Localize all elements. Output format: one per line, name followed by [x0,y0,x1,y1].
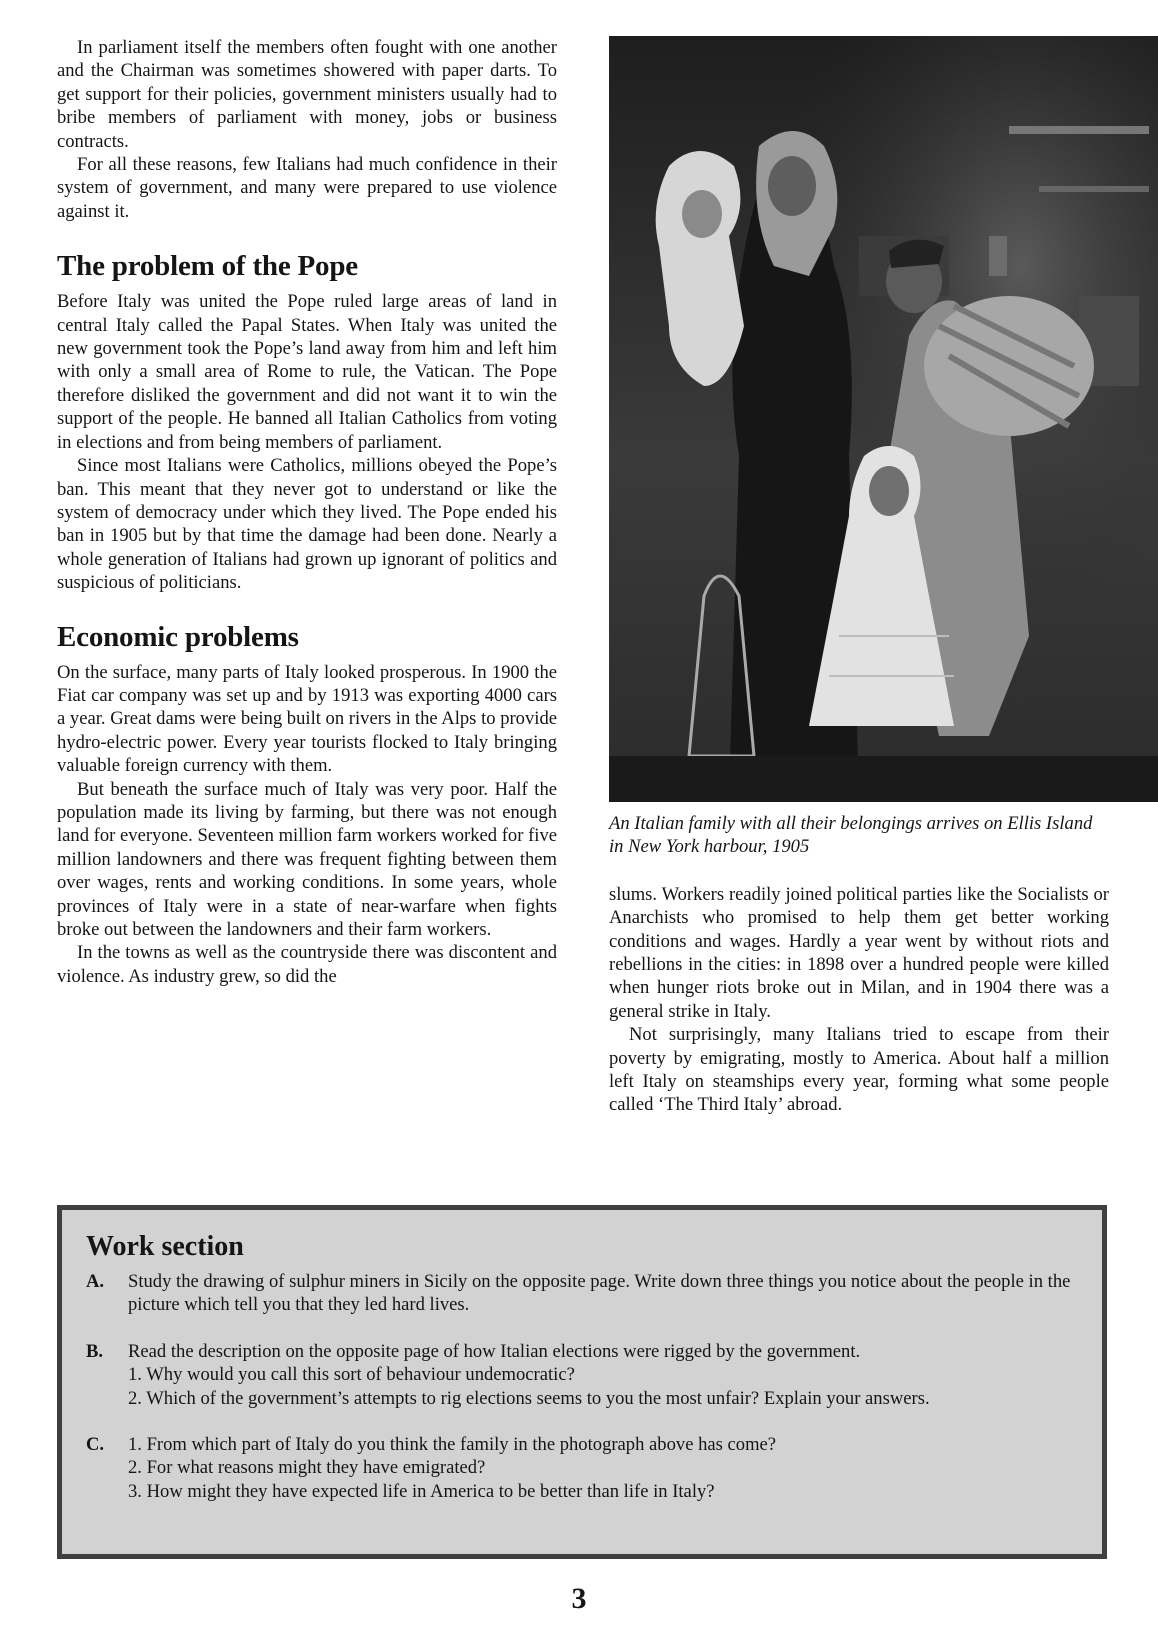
paragraph: But beneath the surface much of Italy was very poor. Half the population made its living by farming, but there was not enough land for everyone. Seventeen million farm workers worked for five million landowners and there was frequent fighting between them over wages, rents and working conditions. In some years, whole provinces of Italy were in a state of near-warfare when fights broke out between the landowners and their farm workers. [57,778,557,940]
paragraph: For all these reasons, few Italians had much confidence in their system of government, and many were prepared to use violence against it. [57,154,557,222]
left-column [57,36,557,988]
photograph-illustration [609,36,1158,802]
paragraph: Since most Italians were Catholics, millions obeyed the Pope’s ban. This meant that they never got to understand or like the system of democracy under which they lived. The Pope ended his ban in 1905 but by that time the damage had been done. Nearly a whole generation of Italians had grown up ignorant of politics and suspicious of politicians. [57,455,557,594]
question-b [86,1340,1078,1410]
paragraph: Before Italy was united the Pope ruled large areas of land in central Italy called the Papal States. When Italy was united the new government took the Pope’s land away from him and left him with only a small area of Rome to rule, the Vatican. The Pope therefore disliked the government and did not want it to win the support of the people. He banned all Italian Catholics from voting in elections and from being members of parliament. [57,291,557,453]
page-number: 3 [571,1582,587,1615]
right-column-text [609,883,1109,1117]
photo-caption: An Italian family with all their belongings arrives on Ellis Island in New York harbour, 1905 [609,813,1093,858]
paragraph: Not surprisingly, many Italians tried to escape from their poverty by emigrating, mostly to America. About half a million left Italy on steamships every year, forming what some people called ‘The Third Italy’ abroad. [609,1024,1109,1116]
work-section-box [57,1205,1107,1559]
question-line: 1. From which part of Italy do you think the family in the photograph above has come? [128,1434,777,1456]
question-line: 2. Which of the government’s attempts to rig elections seems to you the most unfair? Explain your answers. [128,1387,930,1409]
question-a [86,1270,1078,1317]
section-heading-pope: The problem of the Pope [57,250,358,283]
paragraph: In the towns as well as the countryside there was discontent and violence. As industry grew, so did the [57,942,557,987]
question-line: 1. Why would you call this sort of behaviour undemocratic? [128,1364,575,1386]
question-line: 2. For what reasons might they have emigrated? [128,1457,486,1479]
paragraph: slums. Workers readily joined political parties like the Socialists or Anarchists who promised to help them get better working conditions and wages. Hardly a year went by without riots and rebellions in the cities: in 1898 over a hundred people were killed when hunger riots broke out in Milan, and in 1904 there was a general strike in Italy. [609,883,1109,1022]
paragraph: On the surface, many parts of Italy looked prosperous. In 1900 the Fiat car company was set up and by 1913 was exporting 4000 cars a year. Great dams were being built on rivers in the Alps to provide hydro-electric power. Every year tourists flocked to Italy bringing valuable foreign currency with them. [57,661,557,777]
question-line: Study the drawing of sulphur miners in Sicily on the opposite page. Write down three things you notice about the people in the picture which tell you that they led hard lives. [128,1271,1071,1316]
question-letter: C. [86,1434,105,1456]
work-section-title: Work section [86,1231,244,1262]
section-heading-economic: Economic problems [57,620,299,653]
question-letter: A. [86,1271,105,1292]
paragraph: In parliament itself the members often fought with one another and the Chairman was sometimes showered with paper darts. To get support for their policies, government ministers usually had to bribe members of parliament with money, jobs or business contracts. [57,37,557,152]
question-line: Read the description on the opposite page of how Italian elections were rigged by the government. [128,1340,861,1362]
question-c [86,1433,1078,1503]
family-photograph [609,36,1158,802]
question-line: 3. How might they have expected life in America to be better than life in Italy? [128,1480,715,1502]
question-letter: B. [86,1340,104,1362]
right-column [609,36,1109,1117]
